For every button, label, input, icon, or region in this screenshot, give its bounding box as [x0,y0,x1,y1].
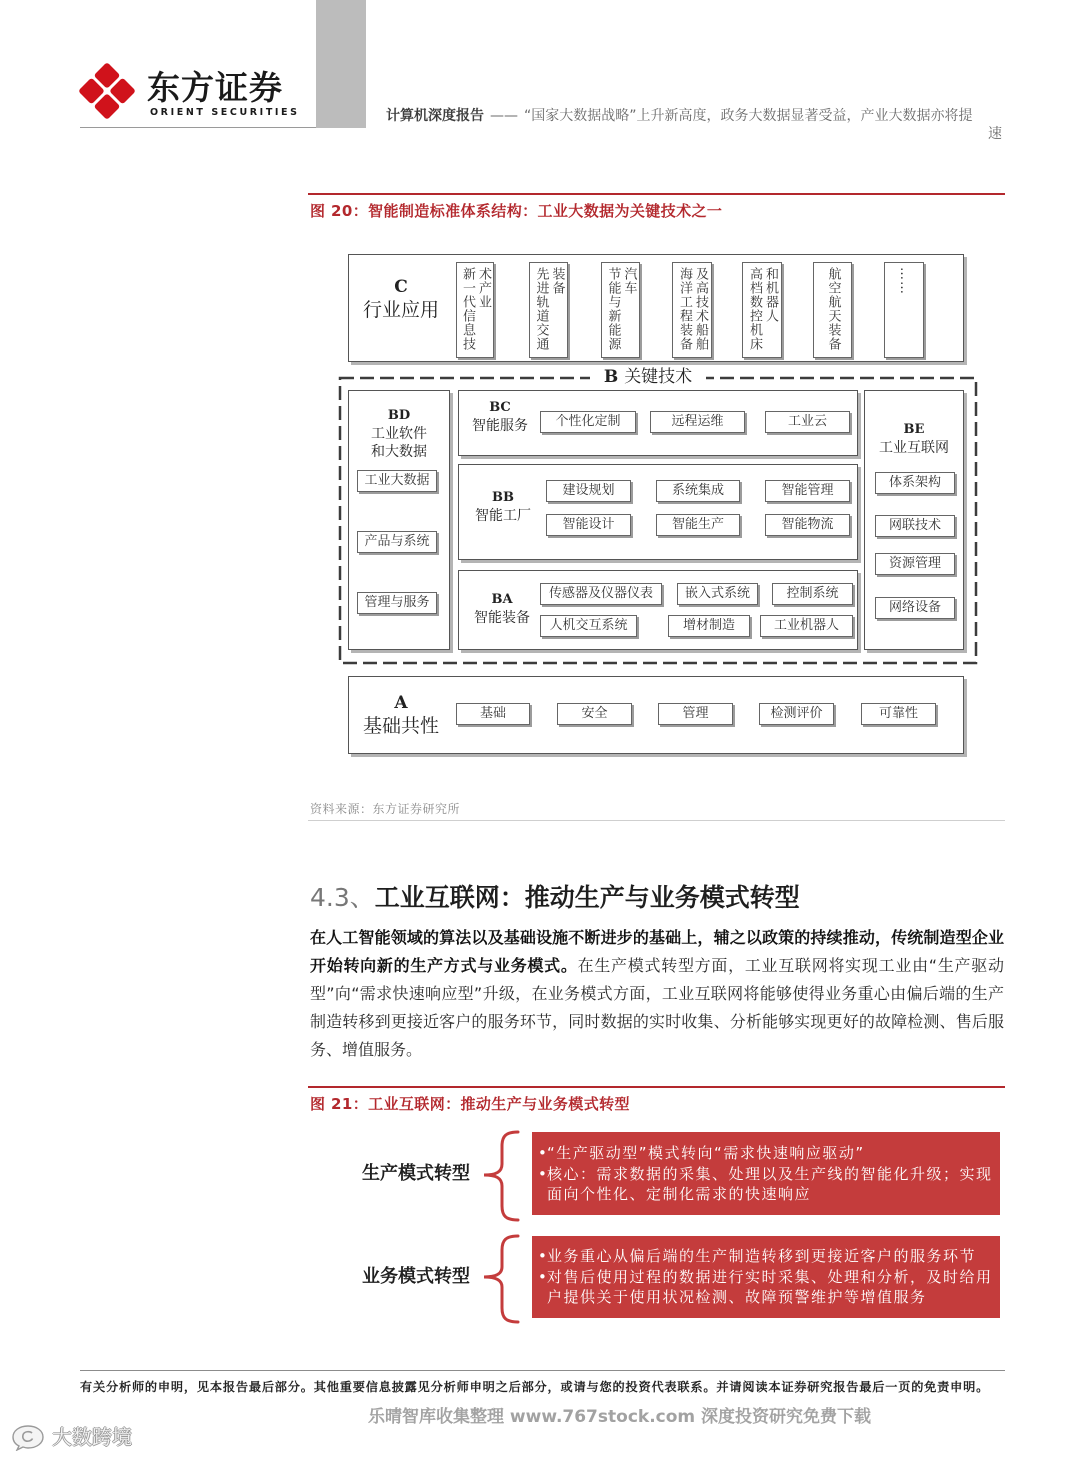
production-mode-label: 生产模式转型 [362,1163,470,1184]
layer-a-item: 基础 [456,703,530,725]
bullet-item: • 业务重心从偏后端的生产制造转移到更接近客户的服务环节 [538,1246,995,1267]
footer-disclaimer: 有关分析师的申明，见本报告最后部分。其他重要信息披露见分析师申明之后部分，或请与您的投资代表联系。并请阅读本证券研究报告最后一页的免责申明。 [80,1380,990,1394]
ba-label [469,591,535,627]
bd-code: BD [387,408,411,423]
industry-item-label: 海洋工程装备及高技术船舶 [677,267,708,351]
layer-b-name: 关键技术 [624,367,693,387]
body-paragraph [310,924,1004,1064]
bb-item: 智能设计 [546,514,631,536]
bullet-item: • 对售后使用过程的数据进行实时采集、处理和分析，及时给用户提供关于使用状况检测、故障预警维护等增值服务 [538,1267,995,1308]
industry-item [456,262,494,358]
bd-item: 工业大数据 [357,470,437,492]
bb-code: BB [492,490,514,505]
bb-item: 建设规划 [546,480,631,502]
business-mode-box [532,1236,1000,1318]
footer-watermark: 乐晴智库收集整理 www.767stock.com 深度投资研究免费下载 [368,1407,872,1427]
figure20-caption: 图 20：智能制造标准体系结构：工业大数据为关键技术之一 [310,202,723,220]
report-separator: —— [490,108,518,124]
be-name: 工业互联网 [879,440,949,456]
dashu-logo-icon [10,1423,46,1451]
corner-watermark [10,1422,132,1452]
layer-a-item: 检测评价 [759,703,834,725]
report-title-continued: 速 [988,126,1002,142]
industry-item [742,262,782,358]
bb-item: 智能生产 [656,514,740,536]
bb-name: 智能工厂 [475,508,531,524]
layer-a-item: 管理 [658,703,733,725]
paragraph-body: 在生产模式转型方面，工业互联网将实现工业由“生产驱动型”向“需求快速响应型”升级，在业务模式方面，工业互联网将能够使得业务重心由偏后端的生产制造转移到更接近客户的服务环节，同时数据的实时收集、分析能够实现更好的故障检测、售后服务、增值服务。 [310,956,1004,1059]
curly-brace-icon [478,1128,522,1224]
be-item: 网联技术 [875,515,955,537]
bc-code: BC [489,400,511,415]
business-mode-label: 业务模式转型 [362,1266,470,1287]
report-type: 计算机深度报告 [386,108,484,124]
layer-a-item: 可靠性 [861,703,936,725]
industry-item-label: 先进轨道交通装备 [533,267,565,351]
layer-c-code: C [394,277,408,297]
corner-watermark-text: 大数跨境 [52,1425,132,1449]
production-mode-box [532,1132,1000,1215]
orient-securities-logo-icon [76,60,138,122]
layer-a-code: A [394,693,408,713]
layer-a-label [355,692,447,738]
bc-item: 个性化定制 [540,411,636,433]
be-code: BE [903,422,925,437]
figure21-caption: 图 21：工业互联网：推动生产与业务模式转型 [310,1095,630,1113]
layer-b-label [590,365,706,389]
report-title: “国家大数据战略”上升新高度，政务大数据显著受益，产业大数据亦将提 [524,108,973,124]
layer-a-item: 安全 [557,703,632,725]
industry-item [601,262,640,358]
bb-item: 智能物流 [765,514,850,536]
industry-item [529,262,568,358]
figure20-top-rule [308,193,1005,195]
industry-item-more [884,262,924,358]
be-label [869,421,959,457]
layer-c-name: 行业应用 [362,299,439,321]
ba-item: 增材制造 [668,615,750,637]
bc-name: 智能服务 [472,418,528,434]
be-item: 体系架构 [875,472,955,494]
report-header [386,107,1004,143]
figure21-top-rule [308,1086,1005,1088]
be-item: 网络设备 [875,597,955,619]
industry-item [813,262,852,358]
layer-a-name: 基础共性 [362,715,439,737]
ba-item: 工业机器人 [760,615,853,637]
brand-name: 东方证券 [147,68,283,107]
bc-item: 远程运维 [650,411,745,433]
header-divider [80,127,316,128]
section-number: 4.3、 [310,883,375,912]
ba-item: 传感器及仪器仪表 [540,583,662,605]
figure20-source: 资料来源：东方证券研究所 [310,802,461,816]
bullet-item: • 核心：需求数据的采集、处理以及生产线的智能化升级；实现面向个性化、定制化需求的快速响应 [538,1164,995,1205]
footer-divider [80,1370,1005,1371]
industry-item [672,262,712,358]
header-gray-bar [316,0,366,128]
be-item: 资源管理 [875,553,955,575]
report-header-line [386,107,1004,125]
layer-b-code: B [603,367,619,387]
ba-item: 嵌入式系统 [677,583,758,605]
bullet-item: • “生产驱动型”模式转向“需求快速响应驱动” [538,1143,995,1164]
bc-label [467,399,533,435]
industry-item-label: 航空航天装备 [825,267,841,351]
bd-item: 管理与服务 [357,592,437,614]
section-title: 工业互联网：推动生产与业务模式转型 [374,883,800,912]
bd-item: 产品与系统 [357,531,437,553]
ba-item: 控制系统 [772,583,853,605]
figure20-bottom-rule [308,820,1005,821]
curly-brace-icon [478,1230,522,1326]
industry-item-label: 新一代信息技术产业 [460,267,491,351]
bb-label [470,489,536,525]
ba-item: 人机交互系统 [540,615,637,637]
layer-c-label [356,276,446,322]
industry-item-label: 高档数控机床和机器人 [747,267,778,351]
bd-name: 工业软件和大数据 [371,426,427,460]
bd-label [360,407,438,461]
ba-code: BA [491,592,513,607]
paragraph-lead: 在人工智能领域的算法以及基础设施不断进步的基础上，辅之以政策的持续推动，传统制造型企业开始转向新的生产方式与业务模式。 [310,928,1004,975]
brand-subtitle: ORIENT SECURITIES [150,107,300,118]
more-ellipsis: …… [897,267,912,295]
ba-name: 智能装备 [474,610,530,626]
bb-item: 系统集成 [656,480,740,502]
section-heading [310,883,800,913]
industry-item-label: 节能与新能源汽车 [605,267,637,351]
bc-item: 工业云 [765,411,850,433]
bb-item: 智能管理 [765,480,850,502]
